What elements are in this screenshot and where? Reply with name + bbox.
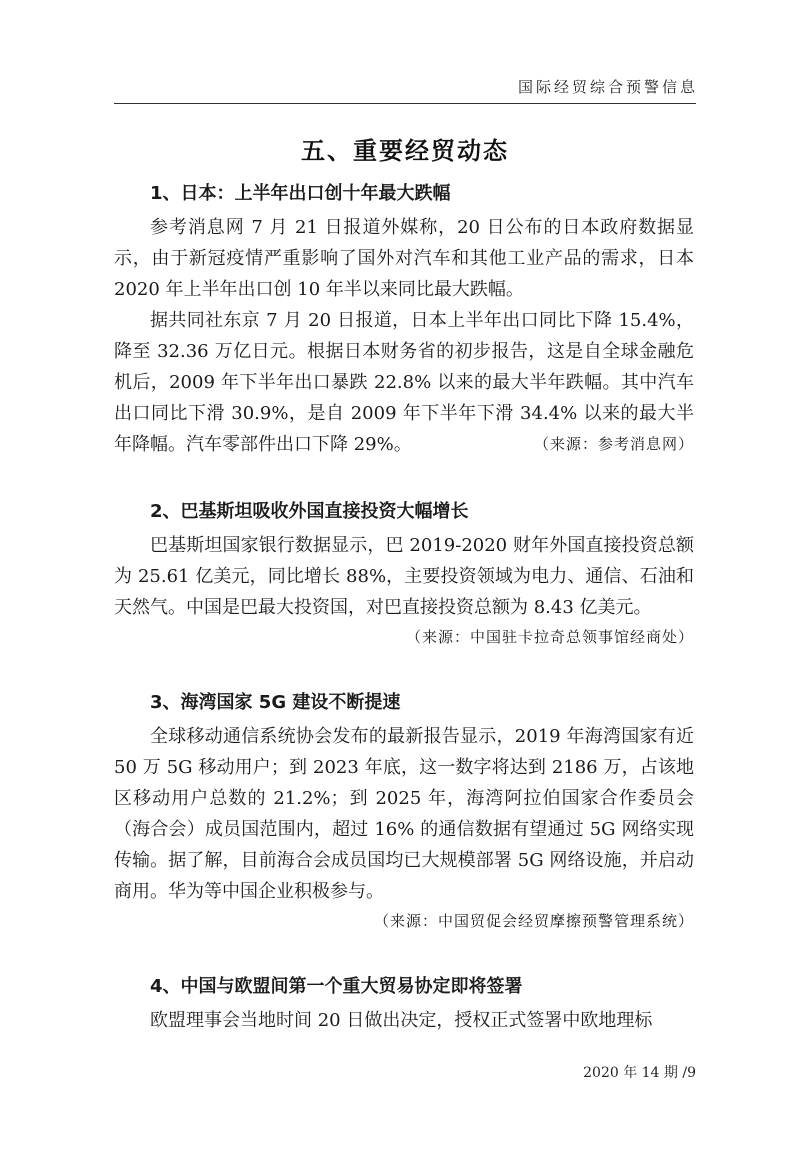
article-heading: 4、中国与欧盟间第一个重大贸易协定即将签署	[150, 976, 523, 997]
article-heading: 3、海湾国家 5G 建设不断提速	[150, 692, 401, 713]
article-heading: 2、巴基斯坦吸收外国直接投资大幅增长	[150, 501, 469, 522]
running-header: 国际经贸综合预警信息	[517, 78, 698, 96]
section-title: 五、重要经贸动态	[301, 137, 509, 165]
article-paragraph-text: 据共同社东京 7 月 20 日报道，日本上半年出口同比下降 15.4%，降至 32.36 万亿日元。根据日本财务省的初步报告，这是自全球金融危机后，2009 年下半年出口暴跌 22.8% 以来的最大半年跌幅。其中汽车出口同比下滑 30.9%，是自 2009 年下半年下滑 34.4% 以来的最大半年降幅。汽车零部件出口下降 29%。	[114, 310, 694, 455]
article-japan-exports	[114, 178, 694, 460]
article-paragraph: 全球移动通信系统协会发布的最新报告显示，2019 年海湾国家有近 50 万 5G 移动用户；到 2023 年底，这一数字将达到 2186 万，占该地区移动用户总数的 21.2%；到 2025 年，海湾阿拉伯国家合作委员会（海合会）成员国范围内，超过 16% 的通信数据有望通过 5G 网络实现传输。据了解，目前海合会成员国均已大规模部署 5G 网络设施，并启动商用。华为等中国企业积极参与。	[114, 726, 694, 902]
article-source: （来源：中国贸促会经贸摩擦预警管理系统）	[373, 912, 694, 930]
article-paragraph	[114, 305, 694, 460]
article-heading: 1、日本：上半年出口创十年最大跌幅	[150, 183, 451, 204]
article-gulf-5g	[114, 687, 694, 935]
article-paragraph: 巴基斯坦国家银行数据显示，巴 2019-2020 财年外国直接投资总额为 25.61 亿美元，同比增长 88%，主要投资领域为电力、通信、石油和天然气。中国是巴最大投资国，对巴直接投资总额为 8.43 亿美元。	[114, 535, 694, 618]
article-source: （来源：中国驻卡拉奇总领事馆经商处）	[405, 628, 694, 646]
article-paragraph: 欧盟理事会当地时间 20 日做出决定，授权正式签署中欧地理标	[150, 1010, 653, 1031]
article-paragraph: 参考消息网 7 月 21 日报道外媒称，20 日公布的日本政府数据显示，由于新冠疫情严重影响了国外对汽车和其他工业产品的需求，日本 2020 年上半年出口创 10 年半以来同比最大跌幅。	[114, 217, 694, 300]
article-list	[114, 178, 694, 1036]
article-source: （来源：参考消息网）	[533, 435, 694, 453]
header-divider	[114, 103, 696, 104]
article-pakistan-fdi	[114, 496, 694, 651]
page-footer-issue: 2020 年 14 期 /9	[583, 1065, 696, 1081]
article-china-eu-agreement	[114, 971, 694, 1036]
